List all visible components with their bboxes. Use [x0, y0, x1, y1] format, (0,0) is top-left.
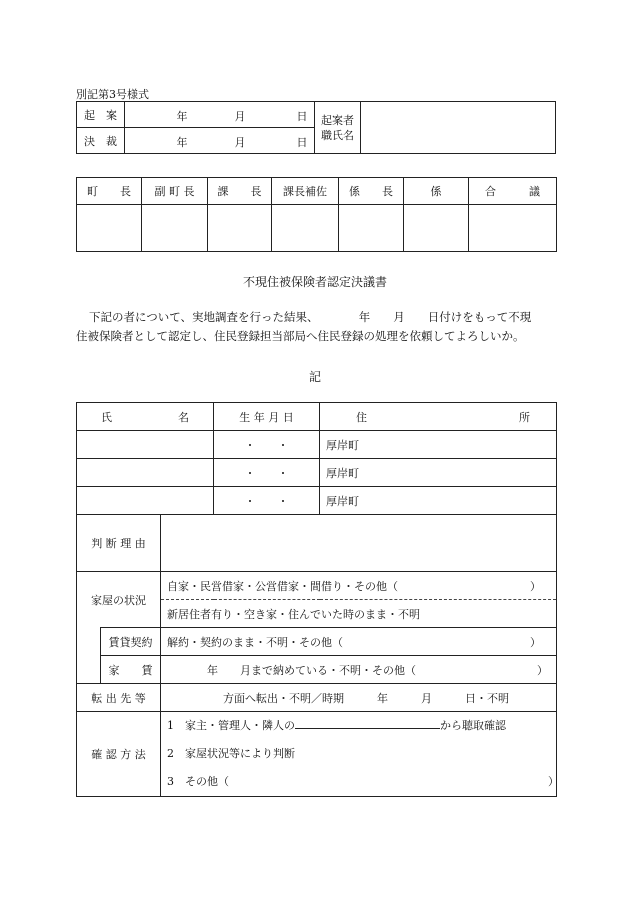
rent-label: 家 賃 — [101, 656, 161, 684]
name-field[interactable] — [77, 487, 214, 515]
reason-label: 判 断 理 由 — [77, 515, 161, 572]
body-line-2: 住被保険者として認定し、住民登録担当部局へ住民登録の処理を依頼してよろしいか。 — [76, 329, 525, 343]
approval-deputy-chief-label: 課長補佐 — [272, 178, 339, 205]
kiansha-label-line2: 職氏名 — [321, 128, 354, 142]
name-field[interactable] — [77, 459, 214, 487]
col-birth-header: 生 年 月 日 — [214, 403, 320, 431]
house-status-line-2[interactable]: 新居住者有り・空き家・住んでいた時のまま・不明 — [161, 600, 557, 628]
stamp-box[interactable] — [208, 205, 272, 252]
birth-field[interactable]: ・ ・ — [214, 431, 320, 459]
col-address-right: 所 — [519, 410, 530, 424]
confirm-options — [161, 712, 557, 797]
table-row — [77, 487, 557, 515]
approval-staff-label: 係 — [404, 178, 469, 205]
birth-field[interactable]: ・ ・ — [214, 459, 320, 487]
lease-label: 賃貸契約 — [101, 628, 161, 656]
lease-field[interactable]: 解約・契約のまま・不明・その他（ ） — [161, 628, 557, 656]
stamp-box[interactable] — [404, 205, 469, 252]
address-field[interactable]: 厚岸町 — [320, 487, 557, 515]
kian-year: 年 — [176, 109, 188, 123]
stamp-box[interactable] — [142, 205, 208, 252]
kian-label: 起 案 — [77, 102, 125, 128]
kessai-month: 月 — [234, 135, 246, 149]
col-address-left: 住 — [356, 410, 368, 424]
address-field[interactable]: 厚岸町 — [320, 431, 557, 459]
rent-field[interactable]: 年 月まで納めている・不明・その他（ ） — [161, 656, 557, 684]
confirm-label: 確 認 方 法 — [77, 712, 161, 797]
stamp-box[interactable] — [339, 205, 404, 252]
address-field[interactable]: 厚岸町 — [320, 459, 557, 487]
reason-field[interactable] — [161, 515, 557, 572]
moveout-field[interactable]: 方面へ転出・不明／時期 年 月 日・不明 — [161, 684, 557, 712]
kiansha-name-field[interactable] — [361, 102, 556, 154]
body-line-1: 下記の者について、実地調査を行った結果、 年 月 日付けをもって不現 — [89, 310, 532, 324]
kessai-date-field[interactable] — [125, 128, 315, 154]
confirm-option-3[interactable]: 3 その他（ ） — [167, 775, 559, 788]
confirm-option-1-prefix: 1 家主・管理人・隣人の — [167, 719, 295, 732]
birth-field[interactable]: ・ ・ — [214, 487, 320, 515]
house-status-line-1[interactable]: 自家・民営借家・公営借家・間借り・その他（ ） — [161, 572, 557, 600]
document-title: 不現住被保険者認定決議書 — [242, 275, 387, 289]
approval-consultation-label: 合 議 — [469, 178, 557, 205]
header-table — [76, 101, 556, 154]
stamp-box[interactable] — [469, 205, 557, 252]
form-number: 別記第3号様式 — [76, 88, 149, 101]
main-table — [76, 402, 557, 797]
col-name-header: 氏 名 — [77, 403, 214, 431]
confirm-option-2[interactable]: 2 家屋状況等により判断 — [167, 747, 295, 760]
kian-date-field[interactable] — [125, 102, 315, 128]
kessai-day: 日 — [296, 135, 308, 149]
confirm-option-1[interactable] — [167, 712, 556, 740]
moveout-label: 転 出 先 等 — [77, 684, 161, 712]
name-field[interactable] — [77, 431, 214, 459]
house-status-label: 家屋の状況 — [77, 572, 161, 628]
table-row — [77, 459, 557, 487]
approval-table — [76, 177, 557, 252]
kiansha-label-line1: 起案者 — [321, 113, 354, 127]
stamp-box[interactable] — [272, 205, 339, 252]
kian-month: 月 — [234, 109, 246, 123]
confirm-option-1-suffix: から聴取確認 — [440, 719, 506, 732]
stamp-box[interactable] — [77, 205, 142, 252]
kian-day: 日 — [296, 109, 308, 123]
col-address-header — [320, 403, 557, 431]
ki-label: 記 — [308, 370, 321, 384]
kessai-year: 年 — [176, 135, 188, 149]
confirm-option-1-blank[interactable] — [295, 716, 440, 729]
table-row — [77, 431, 557, 459]
kiansha-label — [315, 102, 361, 154]
approval-unit-chief-label: 係 長 — [339, 178, 404, 205]
approval-mayor-label: 町 長 — [77, 178, 142, 205]
approval-section-chief-label: 課 長 — [208, 178, 272, 205]
house-status-spacer — [77, 628, 101, 684]
kessai-label: 決 裁 — [77, 128, 125, 154]
approval-vice-mayor-label: 副 町 長 — [142, 178, 208, 205]
